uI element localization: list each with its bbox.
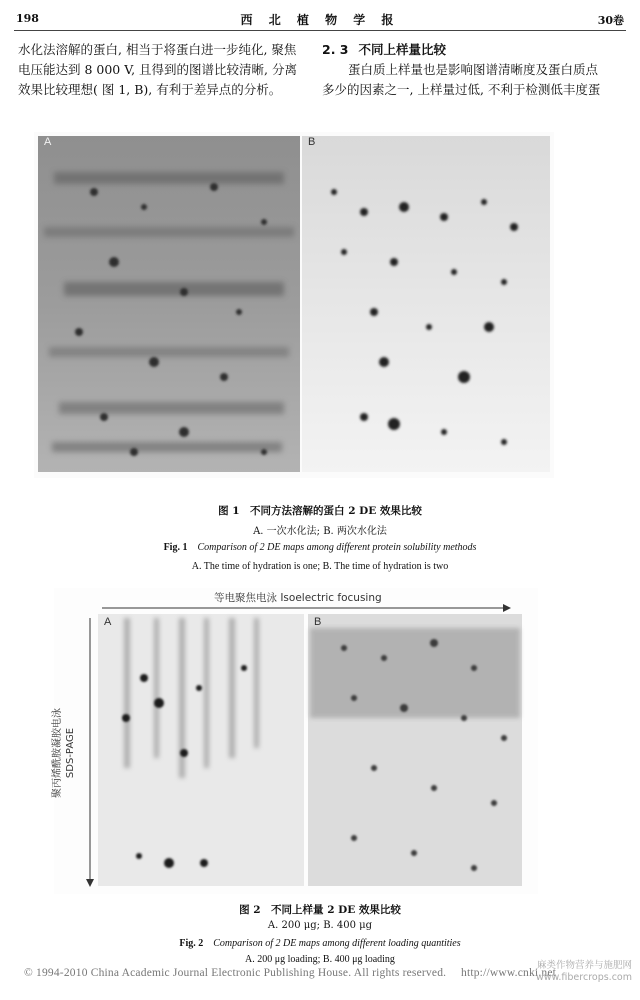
body-text-line: 电压能达到 8 000 V, 且得到的图谱比较清晰, 分离	[18, 62, 297, 77]
panel-label-b: B	[308, 136, 316, 148]
site-watermark	[536, 960, 632, 984]
figure-1-caption-cn-sub: A. 一次水化法; B. 两次水化法	[253, 526, 387, 537]
isoelectric-focusing-axis-label: 等电聚焦电泳 Isoelectric focusing	[214, 592, 382, 604]
watermark-line-2: www.fibercrops.com	[535, 972, 632, 983]
sds-page-axis-label	[51, 663, 81, 843]
volume-label: 30卷	[597, 14, 624, 27]
panel-label-b: B	[314, 616, 322, 628]
panel-label-a: A	[44, 136, 52, 148]
figure-2-label-en: Fig. 2	[179, 938, 204, 949]
figure-2-gel-image	[54, 588, 538, 894]
figure-1-caption-en-sub: A. The time of hydration is one; B. The time of hydration is two	[191, 561, 449, 572]
body-text-line: 效果比较理想( 图 1, B), 有利于差异点的分析。	[18, 82, 282, 97]
figure-1-gel-image	[34, 132, 554, 478]
left-text-column	[18, 40, 303, 100]
sds-page-axis-label-cn: 聚丙烯酰胺凝胶电泳	[52, 708, 63, 798]
figure-1-title-en: Comparison of 2 DE maps among different protein solubility methods	[197, 542, 477, 553]
figure-1-caption-cn: 图 1 不同方法溶解的蛋白 2 DE 效果比较	[218, 505, 422, 517]
journal-title: 西 北 植 物 学 报	[240, 13, 400, 27]
figure-2-gel-graphic	[54, 588, 538, 894]
copyright-footer: © 1994-2010 China Academic Journal Electronic Publishing House. All rights reserved. http://www.cnki.net	[24, 967, 557, 979]
page-header	[14, 8, 626, 31]
figure-2-title-en: Comparison of 2 DE maps among different loading quantities	[213, 938, 461, 949]
figure-1-label-en: Fig. 1	[163, 542, 188, 553]
section-title: 不同上样量比较	[358, 42, 447, 57]
figure-1-gel-graphic	[34, 132, 554, 478]
figure-2-caption-en	[0, 938, 640, 949]
gel-panel-b	[302, 136, 550, 472]
watermark-line-1: 麻类作物营养与施肥网	[536, 960, 632, 971]
body-text-line: 多少的因素之一, 上样量过低, 不利于检测低丰度蛋	[322, 82, 601, 97]
page-number: 198	[16, 12, 39, 25]
body-text-line: 水化法溶解的蛋白, 相当于将蛋白进一步纯化, 聚焦	[18, 42, 297, 57]
panel-label-a: A	[104, 616, 112, 628]
section-number: 2. 3	[322, 42, 349, 57]
gel-panel-a	[38, 136, 300, 472]
figure-2-caption-en-sub: A. 200 μg loading; B. 400 μg loading	[245, 954, 395, 965]
section-heading	[322, 40, 622, 60]
sds-page-axis-label-en: SDS-PAGE	[65, 727, 76, 779]
figure-2-caption-cn: 图 2 不同上样量 2 DE 效果比较	[239, 904, 401, 916]
body-text-line: 蛋白质上样量也是影响图谱清晰度及蛋白质点	[348, 62, 599, 77]
right-text-column	[322, 40, 622, 100]
figure-1-caption-en	[0, 542, 640, 553]
figure-2-caption-cn-sub: A. 200 μg; B. 400 μg	[267, 920, 373, 931]
